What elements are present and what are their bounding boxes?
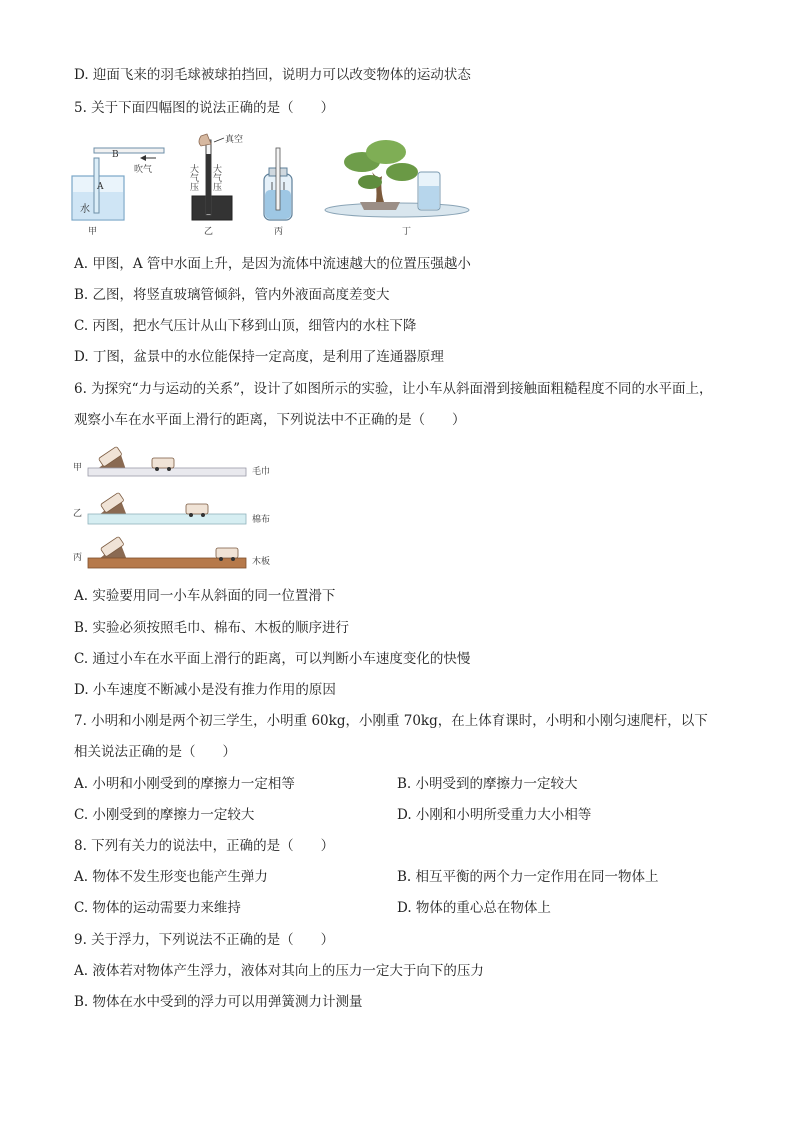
q8-option-c: C. 物体的运动需要力来维持 bbox=[74, 900, 241, 916]
fig-atm-right: 大气压 bbox=[211, 164, 221, 191]
fig-atm-left: 大气压 bbox=[188, 164, 198, 191]
q7-option-d: D. 小刚和小明所受重力大小相等 bbox=[397, 807, 592, 823]
q6-surface-wood: 木板 bbox=[252, 557, 271, 567]
q9-stem: 9. 关于浮力，下列说法不正确的是（ ） bbox=[74, 932, 335, 948]
fig-yi-label: 乙 bbox=[204, 227, 214, 237]
q8-option-d: D. 物体的重心总在物体上 bbox=[397, 900, 551, 916]
q8-option-a: A. 物体不发生形变也能产生弹力 bbox=[74, 869, 268, 885]
q5-option-a: A. 甲图，A 管中水面上升，是因为流体中流速越大的位置压强越小 bbox=[74, 256, 471, 272]
q7-option-b: B. 小明受到的摩擦力一定较大 bbox=[397, 776, 578, 792]
q6-option-c: C. 通过小车在水平面上滑行的距离，可以判断小车速度变化的快慢 bbox=[74, 651, 471, 667]
q6-option-b: B. 实验必须按照毛巾、棉布、木板的顺序进行 bbox=[74, 620, 350, 636]
q6-row2-label: 乙 bbox=[73, 509, 83, 519]
q6-stem-line2: 观察小车在水平面上滑行的距离，下列说法中不正确的是（ ） bbox=[74, 412, 466, 428]
q6-option-a: A. 实验要用同一小车从斜面的同一位置滑下 bbox=[74, 588, 336, 604]
q6-figure bbox=[70, 440, 290, 576]
q6-row-towel bbox=[88, 446, 246, 476]
q6-figure-drawing bbox=[70, 440, 290, 576]
q6-option-d: D. 小车速度不断减小是没有推力作用的原因 bbox=[74, 682, 336, 698]
q5-figure bbox=[64, 128, 484, 240]
fig-jia-label: 甲 bbox=[88, 227, 98, 237]
fig-water-label: 水 bbox=[80, 204, 90, 215]
q5-figure-drawing bbox=[64, 128, 484, 240]
q9-option-a: A. 液体若对物体产生浮力，液体对其向上的压力一定大于向下的压力 bbox=[74, 963, 484, 979]
q6-row1-label: 甲 bbox=[73, 463, 83, 473]
fig-vacuum-label: 真空 bbox=[225, 135, 244, 145]
q6-row-cotton bbox=[88, 492, 246, 524]
q6-surface-cotton: 棉布 bbox=[252, 515, 271, 525]
q4-option-d: D. 迎面飞来的羽毛球被球拍挡回，说明力可以改变物体的运动状态 bbox=[74, 67, 471, 83]
fig-ding-label: 丁 bbox=[402, 227, 412, 237]
q8-stem: 8. 下列有关力的说法中，正确的是（ ） bbox=[74, 838, 335, 854]
q6-row-wood bbox=[88, 536, 246, 568]
q8-option-b: B. 相互平衡的两个力一定作用在同一物体上 bbox=[397, 869, 659, 885]
fig-bing-bottle bbox=[264, 148, 292, 220]
q6-stem-line1: 6. 为探究“力与运动的关系”，设计了如图所示的实验，让小车从斜面滑到接触面粗糙程度不同的水平面上， bbox=[74, 381, 713, 397]
q9-option-b: B. 物体在水中受到的浮力可以用弹簧测力计测量 bbox=[74, 994, 363, 1010]
fig-bing-label: 丙 bbox=[274, 227, 284, 237]
q7-option-a: A. 小明和小刚受到的摩擦力一定相等 bbox=[74, 776, 295, 792]
q5-option-d: D. 丁图，盆景中的水位能保持一定高度，是利用了连通器原理 bbox=[74, 349, 444, 365]
q7-stem-line1: 7. 小明和小刚是两个初三学生，小明重 60kg，小刚重 70kg，在上体育课时，小明和小刚匀速爬杆，以下 bbox=[74, 713, 708, 729]
fig-blow-label: 吹气 bbox=[134, 165, 153, 175]
q6-surface-towel: 毛巾 bbox=[252, 467, 271, 477]
q6-row3-label: 丙 bbox=[73, 553, 83, 563]
q7-option-c: C. 小刚受到的摩擦力一定较大 bbox=[74, 807, 255, 823]
fig-a-label: A bbox=[97, 182, 104, 192]
fig-b-label: B bbox=[112, 150, 119, 160]
q5-option-b: B. 乙图，将竖直玻璃管倾斜，管内外液面高度差变大 bbox=[74, 287, 390, 303]
fig-ding-bonsai bbox=[325, 140, 469, 217]
q5-option-c: C. 丙图，把水气压计从山下移到山顶，细管内的水柱下降 bbox=[74, 318, 417, 334]
q5-stem: 5. 关于下面四幅图的说法正确的是（ ） bbox=[74, 100, 335, 116]
q7-stem-line2: 相关说法正确的是（ ） bbox=[74, 744, 236, 760]
